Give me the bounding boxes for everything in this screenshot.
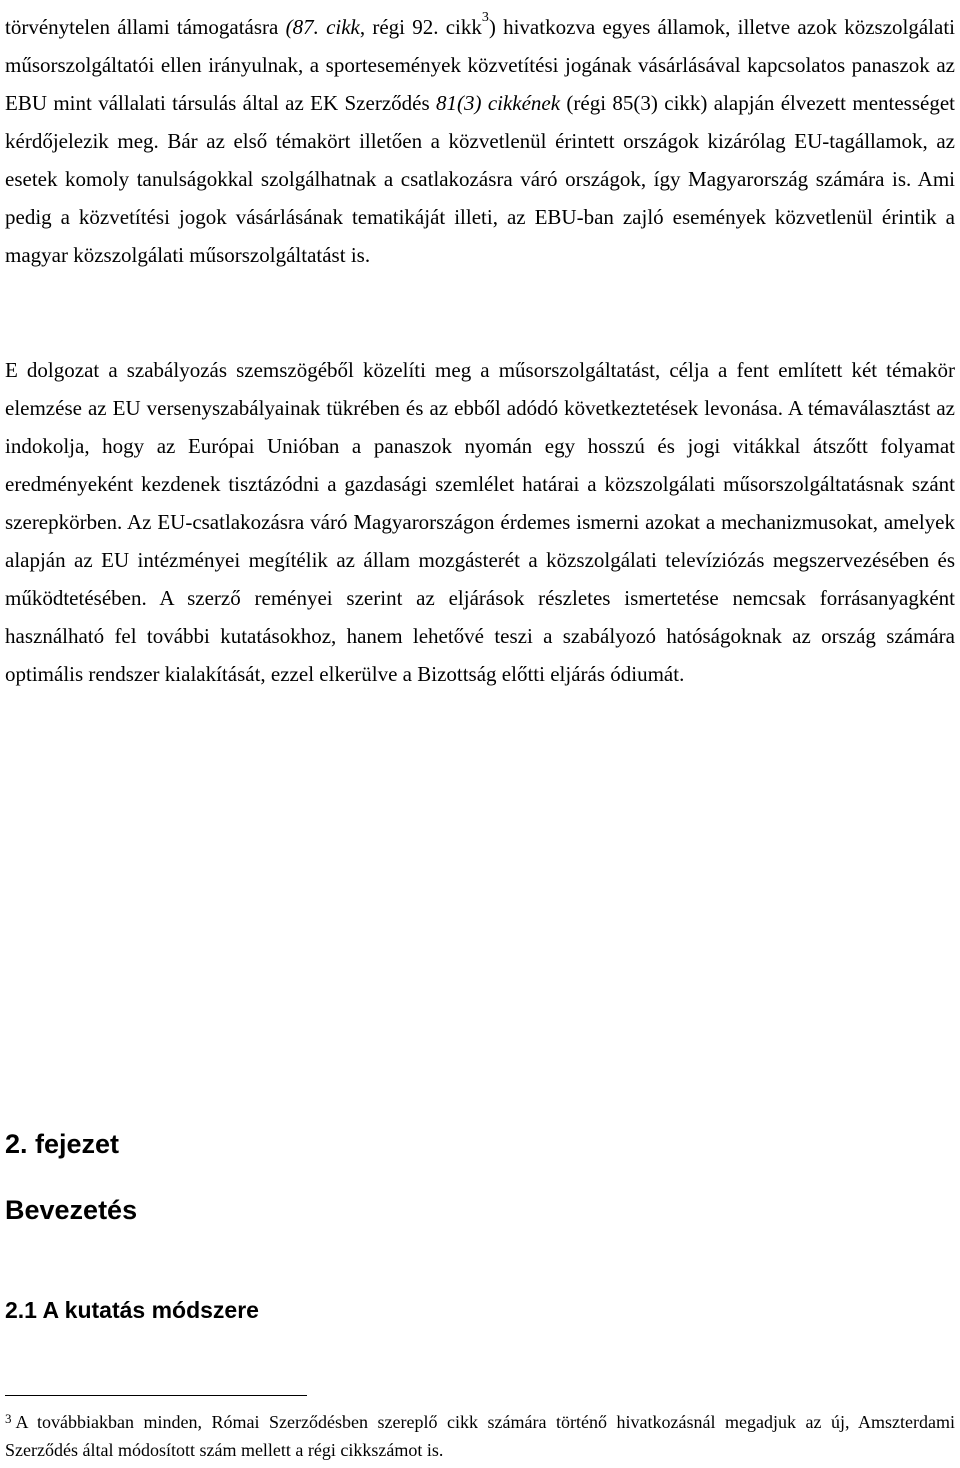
intro-heading: Bevezetés [5, 1195, 138, 1225]
paragraph-1-segment: törvénytelen állami támogatásra [5, 15, 286, 39]
paragraph-1-italic-segment: 81(3) cikkének [435, 91, 561, 115]
paragraph-1-italic-segment: (87. cikk [285, 15, 360, 39]
footnote-reference[interactable]: 3 [481, 10, 489, 25]
footnote-marker: 3 [5, 1411, 12, 1426]
paragraph-1-segment: , régi 92. cikk [359, 15, 482, 39]
paragraph-1-segment: ) hivatkozva egyes államok, illetve azok közszolgálati műsorszolgáltatói ellen irányulnak, a sportesemények közvetítési jogának vásárlásával kapcsolatos panaszok az EBU mint vállalati társulás által az EK Szerződés [5, 15, 956, 115]
footnote [5, 1409, 955, 1463]
paragraph-1-segment: (régi 85(3) cikk) alapján élvezett mentességet kérdőjelezik meg. Bár az első témakört illetően a közvetlenül érintett országok kizárólag EU-tagállamok, az esetek komoly tanulságokkal szolgálhatnak a csatlakozásra váró országok, így Magyarország számára is. Ami pedig a közvetítési jogok vásárlásának tematikáját illeti, az EBU-ban zajló események közvetlenül érintik a magyar közszolgálati műsorszolgáltatást is. [5, 91, 955, 267]
section-heading: 2.1 A kutatás módszere [5, 1297, 259, 1323]
footnote-text: A továbbiakban minden, Római Szerződésben szereplő cikk számára történő hivatkozásnál megadjuk az új, Amszterdami Szerződés által módosított szám mellett a régi cikkszámot is. [5, 1412, 955, 1460]
paragraph-2: E dolgozat a szabályozás szemszögéből közelíti meg a műsorszolgáltatást, célja a fent említett két témakör elemzése az EU versenyszabályainak tükrében és az ebből adódó következtetések levonása. A témaválasztást az indokolja, hogy az Európai Unióban a panaszok nyomán egy hosszú és jogi vitákkal átszőtt folyamat eredményeként kezdenek tisztázódni a gazdasági szemlélet határai a közszolgálati műsorszolgáltatásnak szánt szerepkörben. Az EU-csatlakozásra váró Magyarországon érdemes ismerni azokat a mechanizmusokat, amelyek alapján az EU intézményei megítélik az állam mozgásterét a közszolgálati televíziózás megszervezésében és működtetésében. A szerző reményei szerint az eljárások részletes ismertetése nemcsak forrásanyagként használható fel további kutatásokhoz, hanem lehetővé teszi a szabályozó hatóságoknak az ország számára optimális rendszer kialakítását, ezzel elkerülve a Bizottság előtti eljárás ódiumát. [5, 358, 955, 686]
chapter-heading: 2. fejezet [5, 1129, 120, 1159]
paragraph-1 [5, 8, 955, 274]
footnote-divider [5, 1395, 307, 1396]
